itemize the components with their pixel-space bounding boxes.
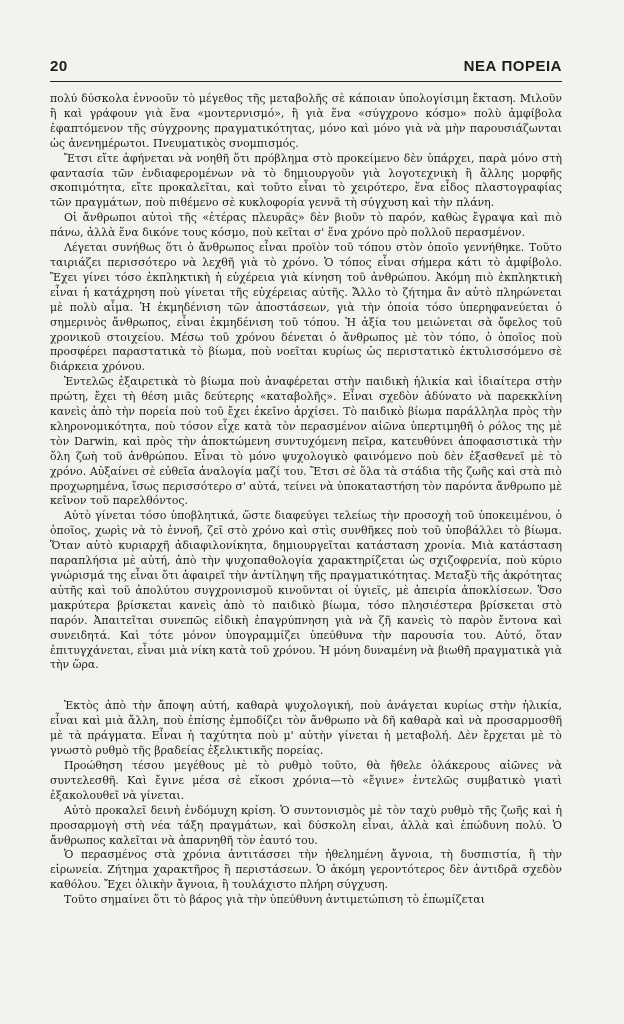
paragraph: πολύ δύσκολα ἐννοοῦν τὸ μέγεθος τῆς μεταβολῆς σὲ κάποιαν ὑπολογίσιμη ἔκταση. Μιλοῦν ἢ καὶ γράφουν γιὰ ἕνα «μοντερνισμό», ἢ γιὰ ἕνα «σύγχρονο κόσμο» πολὺ ἀμφίβολα ἐφαπτόμενον τῆς σύγχρονης πραγματικότητας, μόνο καὶ μόνο γιὰ νὰ μὴν παρουσιάζωνται ὡς ἀνενημέρωτοι. Πνευματικὸς σνομπισμός. xyxy=(50,92,562,150)
journal-title: ΝΕΑ ΠΟΡΕΙΑ xyxy=(463,58,562,75)
paragraph: Αὐτὸ προκαλεῖ δεινὴ ἐνδόμυχη κρίση. Ὁ συντονισμὸς μὲ τὸν ταχὺ ρυθμὸ τῆς ζωῆς καὶ ἡ προσαρμογὴ στὴ νέα τάξη πραγμάτων, καὶ δύσκολη εἶναι, ἀλλὰ καὶ ἐπώδυνη πολύ. Ὁ ἄνθρωπος καλεῖται νὰ ἀπαρνηθῆ τὸν ἑαυτό του. xyxy=(50,803,562,847)
paragraph: Προώθηση τέσου μεγέθους μὲ τὸ ρυθμὸ τοῦτο, θὰ ἤθελε ὁλάκερους αἰῶνες νὰ συντελεσθῆ. Καὶ ἔγινε μέσα σὲ εἴκοσι χρόνια—τὸ «ἔγινε» ἐντελῶς συμβατικὸ γιατὶ ἐξακολουθεῖ νὰ γίνεται. xyxy=(50,758,562,802)
paragraph: Ἔτσι εἴτε ἀφήνεται νὰ νοηθῆ ὅτι πρόβλημα στὸ προκείμενο δὲν ὑπάρχει, παρὰ μόνο στὴ φαντασία τῶν ἐνδιαφερομένων νὰ τὸ δημιουργοῦν γιὰ λογοτεχνικὴ ἢ ἄλλης μορφῆς σκοπιμότητα, εἴτε προκαλεῖται, καὶ τοῦτο εἶναι τὸ χειρότερο, ἕνα εἶδος πλαστογραφίας τῶν πραγμάτων, ποὺ πιθέμενο σὲ κυκλοφορία γεννᾶ τὴ σύγχυση καὶ τὴν πλάνη. xyxy=(50,151,562,210)
journal-page xyxy=(50,58,562,908)
paragraph: Λέγεται συνήθως ὅτι ὁ ἄνθρωπος εἶναι προϊὸν τοῦ τόπου στὸν ὁποῖο γεννήθηκε. Τοῦτο ταιριάζει περισσότερο νὰ λεχθῆ γιὰ τὸ χρόνο. Ὁ τόπος εἶναι σήμερα κάτι τὸ ἀμφίβολο. Ἔχει γίνει τόσο ἐκπληκτικὴ ἡ εὐχέρεια γιὰ κίνηση τοῦ ἀνθρώπου. Ἀκόμη πιὸ ἐκπληκτικὴ εἶναι ἡ κατάχρηση ποὺ γίνεται τῆς εὐχέρειας αὐτῆς. Ἄλλο τὸ ζήτημα ἂν αὐτὸ πληρώνεται μὲ πολὺ αἷμα. Ἡ ἐκμηδένιση τῶν ἀποστάσεων, γιὰ τὴν ὁποία τόσο ὑπερηφανεύεται ὁ σημερινὸς ἄνθρωπος, εἶναι ἐκμηδένιση τοῦ τόπου. Ἡ ἀξία του μειώνεται σὰ ὄφελος τοῦ χρονικοῦ στοιχείου. Μέσω τοῦ χρόνου δένεται ὁ ἄνθρωπος μὲ τὸν τόπο, ὁ ὁποῖος ποὺ προσφέρει παραστατικὰ τὸ βίωμα, ποὺ νοεῖται κυρίως ὡς περιστατικὸ ἐκτυλισσόμενο σὲ διάρκεια χρόνου. xyxy=(50,241,562,374)
paragraph: Ἐντελῶς ἐξαιρετικὰ τὸ βίωμα ποὺ ἀναφέρεται στὴν παιδικὴ ἡλικία καὶ ἰδιαίτερα στὴν πρώτη, ἔχει τὴ θέση μιᾶς δεύτερης «καταβολῆς». Εἶναι σχεδὸν ἀδύνατο νὰ παρεκκλίνη κανεὶς ἀπὸ τὴν πορεία ποὺ τοῦ ἔχει ἐκεῖνο ἀρχίσει. Τὸ παιδικὸ βίωμα παράλληλα πρὸς τὴν κληρονομικότητα, ποὺ τόσον εἶχε κατὰ τὸν περασμένον αἰῶνα ὑπερτιμηθῆ ὁ ρόλος της μὲ τὸν Darwin, καὶ πρὸς τὴν ἀποκτώμενη συντυχόμενη πεῖρα, κατευθύνει ἀποφασιστικὰ τὴν ὅλη ζωὴ τοῦ ἀνθρώπου. Εἶναι τὸ μόνο ψυχολογικὸ φαινόμενο ποὺ δὲν ἐξασθενεῖ μὲ τὸ χρόνο. Αὐξαίνει σὲ εὐθεῖα ἀναλογία μαζί του. Ἔτσι σὲ ὅλα τὰ στάδια τῆς ζωῆς καὶ στὰ πιὸ προχωρημένα, ἴσως περισσότερο σ' αὐτά, τείνει νὰ ὑποκαταστήση τὸν παρόντα ἄνθρωπο μὲ κεῖνον τοῦ παρελθόντος. xyxy=(50,375,562,508)
paragraph: Ἐκτὸς ἀπὸ τὴν ἄποψη αὐτή, καθαρὰ ψυχολογική, ποὺ ἀνάγεται κυρίως στὴν ἡλικία, εἶναι καὶ μιὰ ἄλλη, ποὺ ἐπίσης ἐμποδίζει τὸν ἄνθρωπο νὰ δῆ καθαρὰ καὶ νὰ προσαρμοσθῆ μὲ τὰ πράγματα. Εἶναι ἡ ταχύτητα ποὺ μ' αὐτὴν γίνεται ἡ μεταβολή. Δὲν ἔρχεται μὲ τὸ γνωστὸ ρυθμὸ τῆς βραδείας ἐξελικτικῆς πορείας. xyxy=(50,699,562,758)
header-rule xyxy=(50,81,562,82)
running-head xyxy=(50,58,562,75)
section-break xyxy=(50,673,562,699)
paragraph: Αὐτὸ γίνεται τόσο ὑποβλητικά, ὥστε διαφεύγει τελείως τὴν προσοχὴ τοῦ ὑποκειμένου, ὁ ὁποῖος, χωρὶς νὰ τὸ ἐννοῆ, ζεῖ στὸ χρόνο καὶ στὶς συνθῆκες ποὺ τοῦ ὑποβάλλει τὸ βίωμα. Ὅταν αὐτὸ κυριαρχῆ ἀδιαφιλονίκητα, δημιουργεῖται κατάσταση χρονία. Μιὰ κατάσταση παραπλήσια μὲ αὐτή, ἀπὸ τὴν ψυχοπαθολογία χαρακτηρίζεται ὡς σχιζοφρενία, ποὺ κύριο γνώρισμά της εἶναι ὅτι ἀφαιρεῖ τὴν ἀντίληψη τῆς πραγματικότητας. Μεταξὺ τῆς ἀκρότητας αὐτῆς καὶ τοῦ ἀπολύτου συγχρονισμοῦ κινοῦνται οἱ ὑγιεῖς, μὲ ἀπειρία ἀποκλίσεων. Ὅσο μακρύτερα βρίσκεται κανεὶς ἀπὸ τὸ παιδικὸ βίωμα, τόσο πλησιέστερα βρίσκεται στὸ παρόν. Ἀπαιτεῖται συνεπῶς εἰδικὴ ἐπαγρύπνηση γιὰ νὰ ζῆ κανεὶς τὸ παρὸν ἔντονα καὶ συνειδητά. Καὶ τότε μόνον ὑπογραμμίζει ὑπεύθυνα τὴν παρουσία του. Αὐτό, ὅταν ἐπιτυγχάνεται, εἶναι μιὰ νίκη κατὰ τοῦ χρόνου. Ἡ μόνη δυναμένη νὰ βιωθῆ πραγματικὰ γιὰ τὴν ὥρα. xyxy=(50,509,562,672)
paragraph: Οἱ ἄνθρωποι αὐτοὶ τῆς «ἑτέρας πλευρᾶς» δὲν βιοῦν τὸ παρόν, καθὼς ἔγραψα καὶ πιὸ πάνω, ἀλλὰ ἕνα δικόνε τους κόσμο, ποὺ κεῖται σ' ἕνα χρόνο πρὸ πολλοῦ περασμένον. xyxy=(50,211,562,240)
paragraph: Τοῦτο σημαίνει ὅτι τὸ βάρος γιὰ τὴν ὑπεύθυνη ἀντιμετώπιση τὸ ἐπωμίζεται xyxy=(64,893,485,907)
page-number: 20 xyxy=(50,58,68,75)
paragraph: Ὁ περασμένος στὰ χρόνια ἀντιτάσσει τὴν ἠθελημένη ἄγνοια, τὴ δυσπιστία, ἢ τὴν εἰρωνεία. Ζήτημα χαρακτῆρος ἢ περιστάσεων. Ὁ ἀκόμη γεροντότερος δὲν ἀντιδρᾶ σχεδὸν καθόλου. Ἔχει ὁλικὴν ἄγνοια, ἢ τουλάχιστο πλήρη σύγχυση. xyxy=(50,848,562,892)
article-body xyxy=(50,92,562,908)
